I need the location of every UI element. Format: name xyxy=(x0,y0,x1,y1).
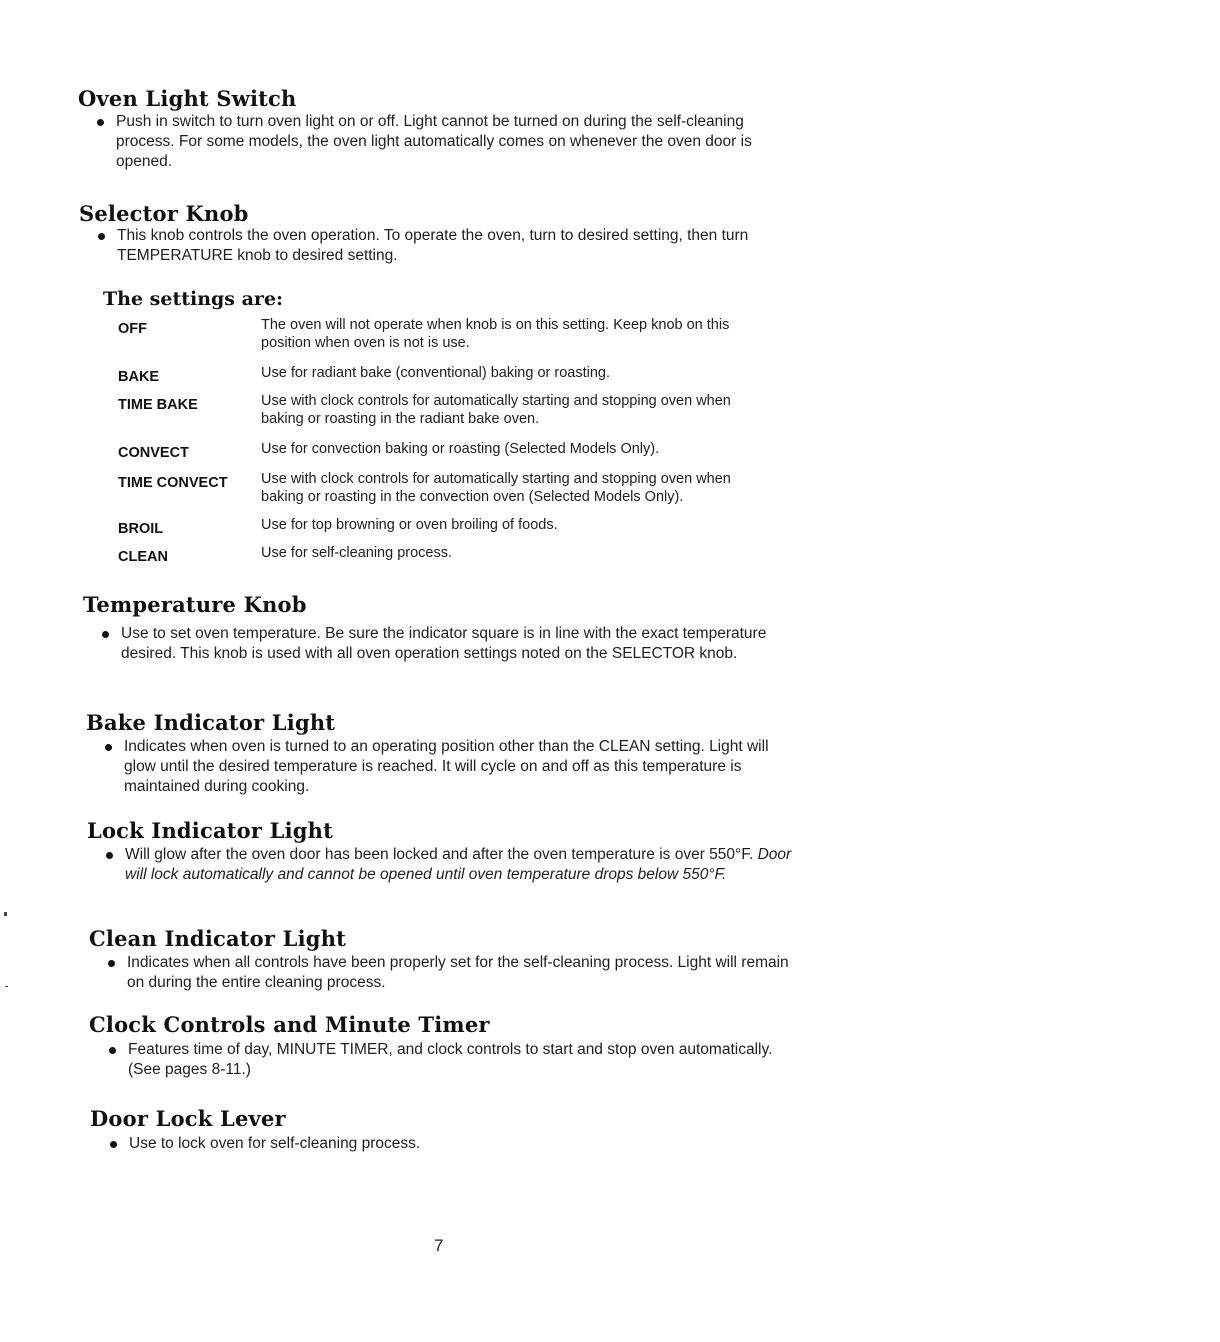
setting-row-clean xyxy=(118,544,768,566)
bullet-text: Will glow after the oven door has been locked and after the oven temperature is over 550°F. xyxy=(125,846,754,863)
setting-name: CONVECT xyxy=(118,445,189,461)
section-heading-oven-light-switch: Oven Light Switch xyxy=(78,86,297,111)
setting-row-time-convect xyxy=(118,470,768,506)
setting-row-time-bake xyxy=(118,392,768,428)
setting-row-bake xyxy=(118,364,768,386)
bullet-text: This knob controls the oven operation. To operate the oven, turn to desired setting, then turn TEMPERATURE knob to desired setting. xyxy=(117,227,749,264)
bullet-clean-indicator-light xyxy=(107,953,797,993)
scan-speck xyxy=(5,986,8,987)
section-heading-selector-knob: Selector Knob xyxy=(79,201,249,226)
bullet-dot xyxy=(97,119,104,126)
setting-desc: Use for convection baking or roasting (Selected Models Only). xyxy=(261,441,660,457)
section-heading-bake-indicator-light: Bake Indicator Light xyxy=(86,710,336,735)
bullet-lock-indicator-light xyxy=(105,845,795,885)
setting-name: TIME BAKE xyxy=(118,397,198,413)
bullet-text: Use to set oven temperature. Be sure the indicator square is in line with the exact temperature desired. This knob is used with all oven operation settings noted on the SELECTOR knob. xyxy=(121,625,767,662)
section-heading-clock-controls: Clock Controls and Minute Timer xyxy=(89,1012,490,1037)
bullet-oven-light-switch xyxy=(96,112,786,172)
bullet-dot xyxy=(102,631,109,638)
bullet-temperature-knob xyxy=(101,624,791,664)
setting-name: BROIL xyxy=(118,521,164,537)
bullet-dot xyxy=(106,852,113,859)
setting-desc: Use for radiant bake (conventional) baking or roasting. xyxy=(261,365,610,381)
bullet-dot xyxy=(105,744,112,751)
settings-list xyxy=(118,316,768,566)
bullet-text: Use to lock oven for self-cleaning process. xyxy=(129,1135,421,1152)
bullet-dot xyxy=(110,1141,117,1148)
setting-desc: Use with clock controls for automatically starting and stopping oven when baking or roasting in the convection oven (Selected Models Only). xyxy=(261,471,731,505)
bullet-dot xyxy=(98,233,105,240)
bullet-italic-text: Door will lock automatically and cannot be opened until oven temperature drops below 550°F. xyxy=(125,846,792,883)
bullet-door-lock-lever xyxy=(109,1134,799,1154)
page-number: 7 xyxy=(434,1236,444,1255)
bullet-text: Features time of day, MINUTE TIMER, and clock controls to start and stop oven automatically. (See pages 8-11.) xyxy=(128,1041,773,1078)
section-heading-temperature-knob: Temperature Knob xyxy=(83,592,307,617)
setting-desc: Use with clock controls for automatically starting and stopping oven when baking or roasting in the radiant bake oven. xyxy=(261,393,731,427)
setting-name: BAKE xyxy=(118,369,160,385)
setting-row-broil xyxy=(118,516,768,538)
setting-name: OFF xyxy=(118,321,147,337)
setting-desc: Use for top browning or oven broiling of foods. xyxy=(261,517,558,533)
bullet-dot xyxy=(109,1047,116,1054)
section-heading-door-lock-lever: Door Lock Lever xyxy=(90,1106,286,1131)
setting-name: TIME CONVECT xyxy=(118,475,228,491)
section-heading-lock-indicator-light: Lock Indicator Light xyxy=(87,818,334,843)
bullet-clock-controls xyxy=(108,1040,798,1080)
setting-name: CLEAN xyxy=(118,549,168,565)
setting-row-convect xyxy=(118,440,768,462)
setting-row-off xyxy=(118,316,768,352)
setting-desc: Use for self-cleaning process. xyxy=(261,545,452,561)
bullet-text: Indicates when all controls have been properly set for the self-cleaning process. Light will remain on during the entire cleaning process. xyxy=(127,954,789,991)
scan-speck xyxy=(4,912,7,916)
settings-heading: The settings are: xyxy=(103,288,284,310)
bullet-text: Push in switch to turn oven light on or off. Light cannot be turned on during the self-cleaning process. For some models, the oven light automatically comes on whenever the oven door is opened. xyxy=(116,113,752,170)
bullet-selector-knob xyxy=(97,226,787,266)
bullet-text: Indicates when oven is turned to an operating position other than the CLEAN setting. Light will glow until the desired temperature is reached. It will cycle on and off as this temperature is maintained during cooking. xyxy=(124,738,769,795)
bullet-dot xyxy=(108,960,115,967)
bullet-bake-indicator-light xyxy=(104,737,794,797)
section-heading-clean-indicator-light: Clean Indicator Light xyxy=(89,926,347,951)
setting-desc: The oven will not operate when knob is on this setting. Keep knob on this position when oven is not is use. xyxy=(261,317,730,351)
